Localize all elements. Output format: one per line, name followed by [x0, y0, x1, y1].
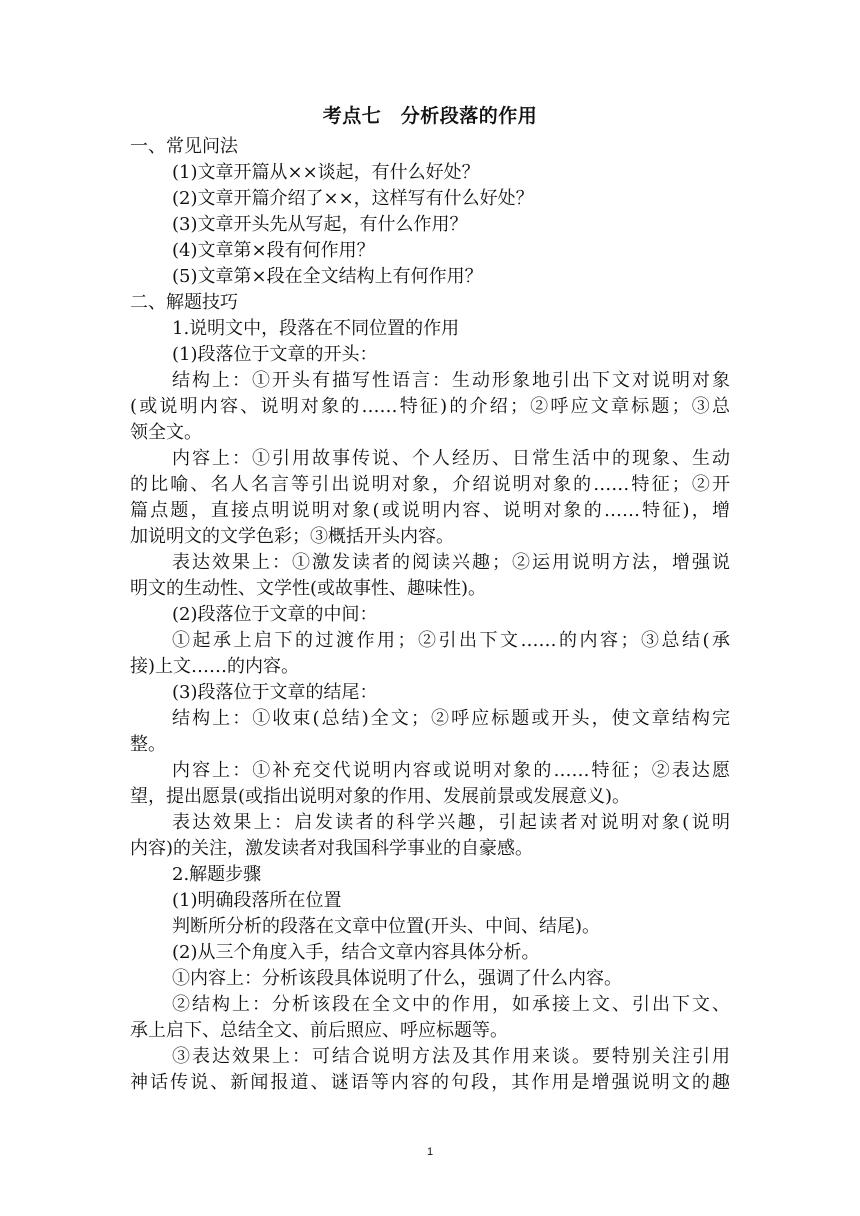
text-line: 领全文。	[130, 422, 202, 443]
text-line: 承上启下、总结全文、前后照应、呼应标题等。	[130, 1020, 508, 1041]
text-line: (1)明确段落所在位置	[172, 890, 342, 911]
text-line: (2)段落位于文章的中间：	[172, 604, 378, 625]
text-line: ②结构上：分析该段在全文中的作用，如承接上文、引出下文、	[172, 994, 730, 1015]
text-line: 望，提出愿景(或指出说明对象的作用、发展前景或发展意义)。	[130, 786, 631, 807]
text-line: (3)文章开头先从写起，有什么作用？	[172, 214, 468, 235]
text-line: 判断所分析的段落在文章中位置(开头、中间、结尾)。	[172, 916, 601, 937]
text-line: 1.说明文中，段落在不同位置的作用	[172, 318, 460, 339]
text-line: 内容上：①补充交代说明内容或说明对象的……特征；②表达愿	[172, 760, 730, 781]
page-number: 1	[426, 1146, 434, 1158]
text-line: (1)段落位于文章的开头：	[172, 344, 378, 365]
text-line: ①起承上启下的过渡作用；②引出下文……的内容；③总结(承	[172, 630, 730, 651]
text-line: (2)从三个角度入手，结合文章内容具体分析。	[172, 942, 540, 963]
text-line: 加说明文的文学色彩；③概括开头内容。	[130, 526, 454, 547]
text-line: (1)文章开篇从××谈起，有什么好处？	[172, 162, 480, 183]
text-line: 明文的生动性、文学性(或故事性、趣味性)。	[130, 578, 487, 599]
text-line: 一、常见问法	[130, 136, 238, 157]
text-line: 接)上文……的内容。	[130, 656, 300, 677]
text-line: (2)文章开篇介绍了××，这样写有什么好处？	[172, 188, 534, 209]
text-line: (3)段落位于文章的结尾：	[172, 682, 378, 703]
text-line: 内容)的关注，激发读者对我国科学事业的自豪感。	[130, 838, 534, 859]
text-line: 篇点题，直接点明说明对象(或说明内容、说明对象的……特征)，增	[130, 500, 730, 521]
text-line: (5)文章第×段在全文结构上有何作用？	[172, 266, 483, 287]
text-line: 内容上：①引用故事传说、个人经历、日常生活中的现象、生动	[172, 448, 730, 469]
text-line: 的比喻、名人名言等引出说明对象，介绍说明对象的……特征；②开	[130, 474, 730, 495]
text-line: 神话传说、新闻报道、谜语等内容的句段，其作用是增强说明文的趣	[130, 1072, 730, 1093]
text-line: (或说明内容、说明对象的……特征)的介绍；②呼应文章标题；③总	[130, 396, 730, 417]
text-line: 结构上：①收束(总结)全文；②呼应标题或开头，使文章结构完	[172, 708, 730, 729]
text-line: ①内容上：分析该段具体说明了什么，强调了什么内容。	[172, 968, 622, 989]
text-line: 2.解题步骤	[172, 864, 262, 885]
text-line: 结构上：①开头有描写性语言：生动形象地引出下文对说明对象	[172, 370, 730, 391]
text-line: (4)文章第×段有何作用？	[172, 240, 375, 261]
text-line: 表达效果上：①激发读者的阅读兴趣；②运用说明方法，增强说	[172, 552, 730, 573]
page-title: 考点七 分析段落的作用	[322, 105, 538, 127]
text-line: ③表达效果上：可结合说明方法及其作用来谈。要特别关注引用	[172, 1046, 730, 1067]
text-line: 二、解题技巧	[130, 292, 238, 313]
text-line: 表达效果上：启发读者的科学兴趣，引起读者对说明对象(说明	[172, 812, 730, 833]
text-line: 整。	[130, 734, 166, 755]
